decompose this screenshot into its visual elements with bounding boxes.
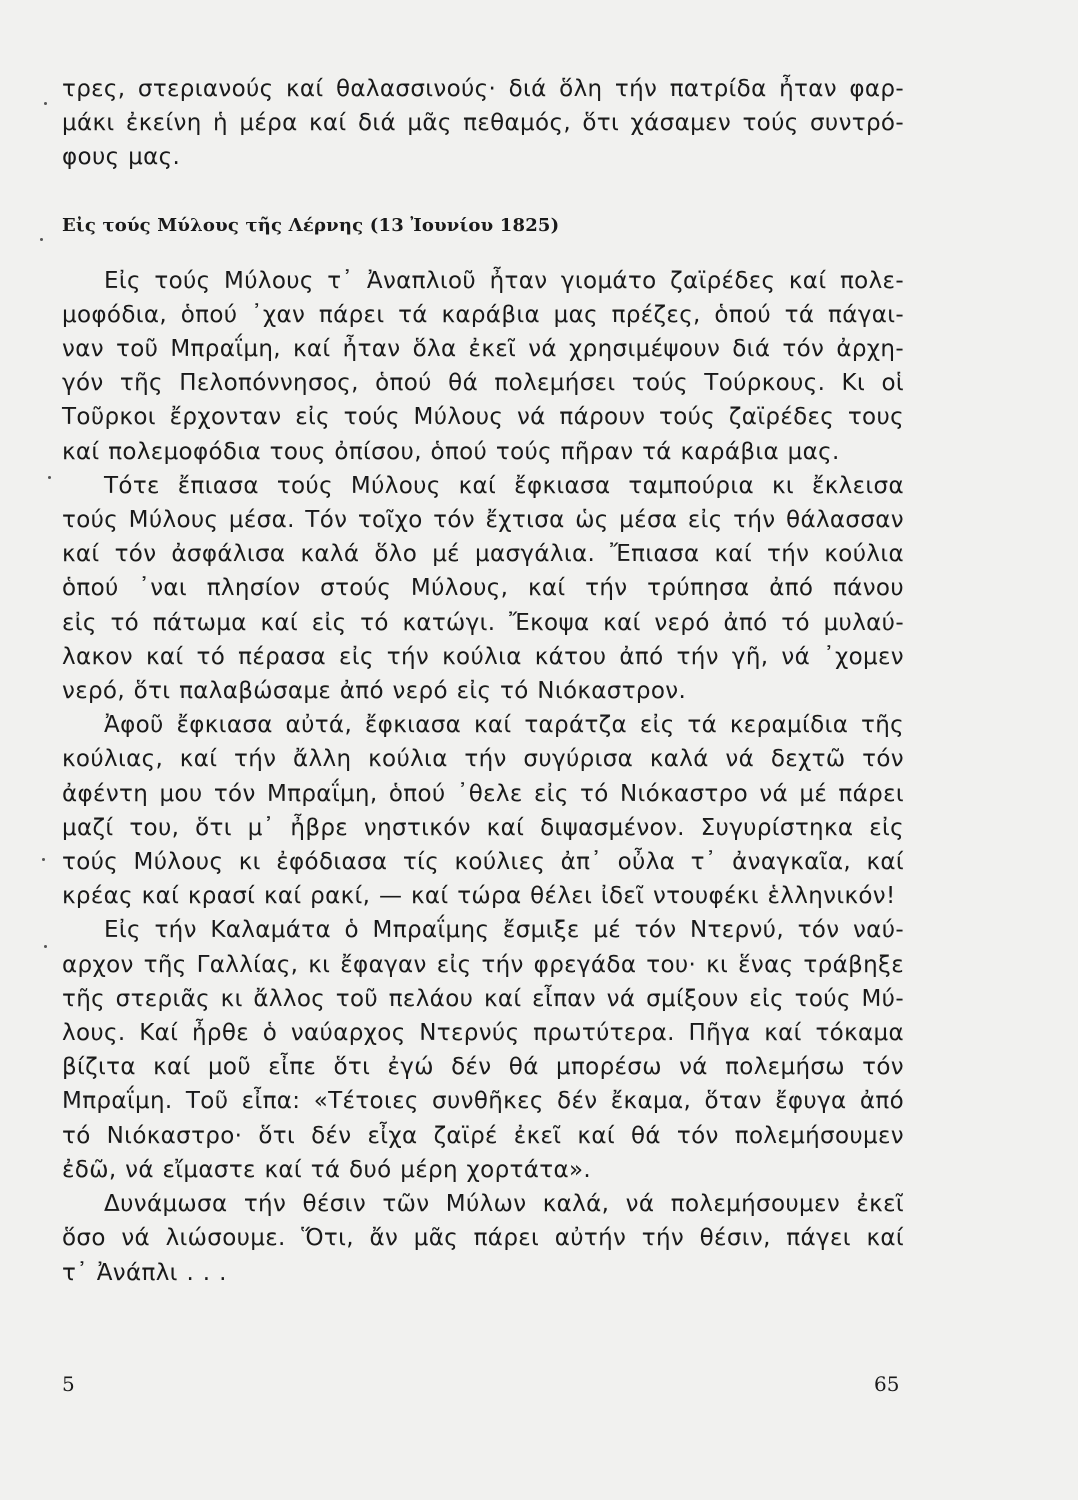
text-line: καί πολεμοφόδια τους ὀπίσου, ὁπού τούς πῆραν τά καράβια μας. xyxy=(62,438,840,465)
text-line: Εἰς τήν Καλαμάτα ὁ Μπραΐμης ἔσμιξε μέ τόν Ντερνύ, τόν ναύ- xyxy=(104,917,904,944)
paragraph xyxy=(62,913,904,1187)
text-line: ναν τοῦ Μπραΐμη, καί ἦταν ὅλα ἐκεῖ νά χρησιμέψουν διά τόν ἀρχη- xyxy=(62,336,904,363)
text-line: ἐδῶ, νά εἴμαστε καί τά δυό μέρη χορτάτα». xyxy=(62,1156,592,1183)
text-line: μοφόδια, ὁπού ᾽χαν πάρει τά καράβια μας πρέζες, ὁπού τά πάγαι- xyxy=(62,301,904,328)
text-block xyxy=(62,72,904,1290)
text-line: τῆς στεριᾶς κι ἄλλος τοῦ πελάου καί εἶπαν νά σμίξουν εἰς τούς Μύ- xyxy=(62,985,904,1012)
text-line: τρες, στεριανούς καί θαλασσινούς· διά ὅλη τήν πατρίδα ἦταν φαρ- xyxy=(62,76,904,102)
text-line: ὅσο νά λιώσουμε. Ὅτι, ἄν μᾶς πάρει αὐτήν τήν θέσιν, πάγει καί xyxy=(62,1225,904,1252)
signature-mark: 5 xyxy=(62,1372,75,1396)
section-heading: Εἰς τούς Μύλους τῆς Λέρνης (13 Ἰουνίου 1825) xyxy=(62,214,560,236)
text-line: Εἰς τούς Μύλους τ᾽ Ἀναπλιοῦ ἦταν γιομάτο ζαϊρέδες καί πολε- xyxy=(104,267,904,294)
text-line: Τότε ἔπιασα τούς Μύλους καί ἔφκιασα ταμπούρια κι ἔκλεισα xyxy=(104,472,904,499)
margin-dot xyxy=(40,238,43,241)
text-line: εἰς τό πάτωμα καί εἰς τό κατώγι. Ἔκοψα καί νερό ἀπό τό μυλαύ- xyxy=(62,609,904,636)
text-line: Δυνάμωσα τήν θέσιν τῶν Μύλων καλά, νά πολεμήσουμεν ἐκεῖ xyxy=(104,1191,904,1218)
text-line: κρέας καί κρασί καί ρακί, — καί τώρα θέλει ἰδεῖ ντουφέκι ἑλληνικόν! xyxy=(62,883,896,910)
body-paragraphs xyxy=(62,264,904,1290)
text-line: καί τόν ἀσφάλισα καλά ὅλο μέ μασγάλια. Ἔπιασα καί τήν κούλια xyxy=(62,541,904,568)
text-line: Τοῦρκοι ἔρχονταν εἰς τούς Μύλους νά πάρουν τούς ζαϊρέδες τους xyxy=(62,404,904,431)
paragraph xyxy=(62,264,904,469)
text-line: τούς Μύλους μέσα. Τόν τοῖχο τόν ἔχτισα ὡς μέσα εἰς τήν θάλασσαν xyxy=(62,507,904,534)
paragraph xyxy=(62,708,904,913)
paragraph xyxy=(62,469,904,708)
margin-dot xyxy=(44,945,47,948)
text-line: Ἀφοῦ ἔφκιασα αὐτά, ἔφκιασα καί ταράτζα εἰς τά κεραμίδια τῆς xyxy=(104,712,904,739)
text-line: μαζί του, ὅτι μ᾽ ἦβρε νηστικόν καί διψασμένον. Συγυρίστηκα εἰς xyxy=(62,814,904,841)
text-line: γόν τῆς Πελοπόννησος, ὁπού θά πολεμήσει τούς Τούρκους. Κι οἱ xyxy=(62,370,904,397)
text-line: τούς Μύλους κι ἐφόδιασα τίς κούλιες ἀπ᾽ οὖλα τ᾽ ἀναγκαῖα, καί xyxy=(62,849,904,876)
text-line: τ᾽ Ἀνάπλι . . . xyxy=(62,1259,227,1286)
margin-dot xyxy=(42,858,45,861)
text-line: νερό, ὅτι παλαβώσαμε ἀπό νερό εἰς τό Νιόκαστρον. xyxy=(62,678,687,705)
text-line: μάκι ἐκείνη ἡ μέρα καί διά μᾶς πεθαμός, ὅτι χάσαμεν τούς συντρό- xyxy=(62,110,904,137)
page-number: 65 xyxy=(874,1372,900,1396)
text-line: αρχον τῆς Γαλλίας, κι ἔφαγαν εἰς τήν φρεγάδα του· κι ἕνας τράβηξε xyxy=(62,951,904,978)
opening-paragraph xyxy=(62,72,904,175)
paragraph xyxy=(62,1187,904,1290)
text-line: κούλιας, καί τήν ἄλλη κούλια τήν συγύρισα καλά νά δεχτῶ τόν xyxy=(62,746,904,773)
text-line: Μπραΐμη. Τοῦ εἶπα: «Τέτοιες συνθῆκες δέν ἔκαμα, ὅταν ἔφυγα ἀπό xyxy=(62,1088,904,1115)
margin-dot xyxy=(44,102,47,105)
text-line: ἀφέντη μου τόν Μπραΐμη, ὁπού ᾽θελε εἰς τό Νιόκαστρο νά μέ πάρει xyxy=(62,780,904,807)
text-line: βίζιτα καί μοῦ εἶπε ὅτι ἐγώ δέν θά μπορέσω νά πολεμήσω τόν xyxy=(62,1054,904,1081)
margin-dot xyxy=(48,476,51,479)
text-line: ὁπού ᾽ναι πλησίον στούς Μύλους, καί τήν τρύπησα ἀπό πάνου xyxy=(62,575,904,602)
text-line: λους. Καί ἦρθε ὁ ναύαρχος Ντερνύς πρωτύτερα. Πῆγα καί τόκαμα xyxy=(62,1020,904,1047)
text-line: λακον καί τό πέρασα εἰς τήν κούλια κάτου ἀπό τήν γῆ, νά ᾽χομεν xyxy=(62,643,904,670)
text-line: τό Νιόκαστρο· ὅτι δέν εἶχα ζαϊρέ ἐκεῖ καί θά τόν πολεμήσουμεν xyxy=(62,1122,904,1149)
text-line: φους μας. xyxy=(62,144,181,171)
